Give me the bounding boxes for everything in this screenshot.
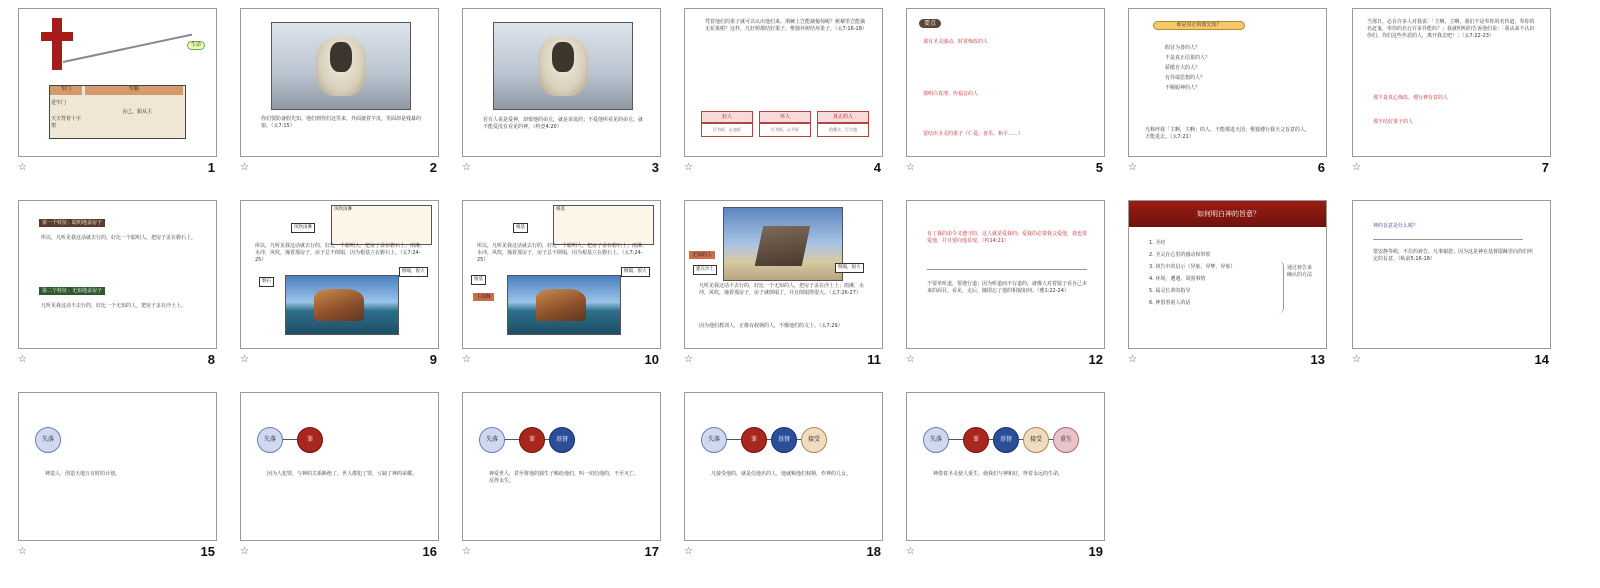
star-icon[interactable]: ☆ xyxy=(684,546,693,557)
text-2: 凡听见我这话不去行的，好比一个无知的人，把房子盖在沙土上。 xyxy=(41,303,187,309)
slide-3-canvas xyxy=(462,8,661,157)
slide-text: 若有人说是爱神，却恨他的弟兄，就是说谎的；不爱他所看见的弟兄，就不能爱没有看见的神。（约壹4:20） xyxy=(483,117,644,130)
narrow-road-line xyxy=(63,34,193,63)
slide-8-canvas xyxy=(18,200,217,349)
box-good: 好人 xyxy=(701,111,753,123)
slide-footer: 凡称呼我「主啊，主啊」的人，不能都进天国；惟独遵行我天父旨意的人，才能进去。（太7:21） xyxy=(1145,127,1311,140)
callout-sand: 建在沙土 xyxy=(693,265,717,275)
slide-title: 谁是真正的假先知？ xyxy=(1153,21,1245,30)
slide-thumbnail-1[interactable] xyxy=(18,8,217,176)
slide-4-canvas xyxy=(684,8,883,157)
point-2: 那明白真理、传福音的人 xyxy=(923,91,979,97)
slide-number: 13 xyxy=(1310,352,1325,367)
slide-text: 神造人，创造天地万有时的计划。 xyxy=(45,471,121,477)
cross-bar xyxy=(41,32,73,41)
slide-thumbnail-12[interactable] xyxy=(906,200,1105,368)
text-1: 所以，凡听见我这话就去行的，好比一个聪明人，把房子盖在磐石上。 xyxy=(41,235,197,241)
box-bad: 坏人 xyxy=(759,111,811,123)
point-1: 那不是真心悔改、遵行神旨意的人 xyxy=(1373,95,1449,101)
slide-number: 8 xyxy=(207,352,215,367)
point-1: 那有圣灵感动、时常悔改的人 xyxy=(923,39,989,45)
slide-thumbnail-7[interactable] xyxy=(1352,8,1551,176)
answer-text: 要安静等候，不住的祷告，凡事谢恩；因为这是神在基督耶稣里向你们所定的旨意。（帖前5:16-18） xyxy=(1373,249,1534,262)
slide-15-canvas xyxy=(18,392,217,541)
slide-17-canvas xyxy=(462,392,661,541)
callout-wind: 根基 xyxy=(513,223,528,233)
node-lost: 失落 xyxy=(479,427,505,453)
list-item: 骄傲自大的人？ xyxy=(1165,65,1201,71)
star-icon[interactable]: ☆ xyxy=(1352,354,1361,365)
slide-thumbnail-15[interactable] xyxy=(18,392,217,560)
list-item: 5. 属灵长辈的指导 xyxy=(1149,288,1191,294)
slide-1-canvas xyxy=(18,8,217,157)
slide-text: 因为人犯罪，与神的关系断绝了，世人都犯了罪，亏缺了神的荣耀。 xyxy=(267,471,418,477)
star-icon[interactable]: ☆ xyxy=(18,162,27,173)
slide-thumbnail-2[interactable] xyxy=(240,8,439,176)
method-list xyxy=(1149,237,1279,309)
star-icon[interactable]: ☆ xyxy=(240,354,249,365)
point-3: 要结出圣灵的果子（仁爱、喜乐、和平……） xyxy=(923,131,1024,137)
callout-box: 根基 xyxy=(553,205,654,245)
callout-foundation: 根基 xyxy=(471,275,486,285)
star-icon[interactable]: ☆ xyxy=(18,546,27,557)
point-2: 那不结好果子的人 xyxy=(1373,119,1414,125)
text-2: 不要单听道，要遵行道；因为听道而不行道的，就像人对着镜子看自己本来的面目，看见，走后，随即忘了他的相貌如何。（雅1:22-24） xyxy=(927,281,1088,294)
list-item: 不是真正信靠的人？ xyxy=(1165,55,1211,61)
slide-thumbnail-14[interactable] xyxy=(1352,200,1551,368)
callout-wind: 风吹雨淋 xyxy=(291,223,315,233)
node-sin: 罪 xyxy=(963,427,989,453)
house-photo xyxy=(723,207,843,281)
tag-fool: 无知的人 xyxy=(689,251,715,259)
slide-14-canvas xyxy=(1352,200,1551,349)
box-true: 真正的人 xyxy=(817,111,869,123)
slide-number: 3 xyxy=(651,160,659,175)
list-item: 4. 环境、遭遇、周围事情 xyxy=(1149,276,1206,282)
node-christ: 基督 xyxy=(549,427,575,453)
cross-icon xyxy=(52,18,62,70)
list-item: 假冒为善的人？ xyxy=(1165,45,1201,51)
node-christ: 基督 xyxy=(771,427,797,453)
star-icon[interactable]: ☆ xyxy=(906,162,915,173)
slide-16-canvas xyxy=(240,392,439,541)
list-item: 6. 神借着别人的话 xyxy=(1149,300,1191,306)
slide-thumbnail-10[interactable] xyxy=(462,200,661,368)
slide-thumbnail-6[interactable] xyxy=(1128,8,1327,176)
slide-text: 凡听见我这话不去行的，好比一个无知的人，把房子盖在沙土上；雨淋，水冲，风吹，撞着那房子，房子就倒塌了，并且倒塌得很大。（太7:26-27） xyxy=(699,283,865,296)
star-icon[interactable]: ☆ xyxy=(1128,354,1137,365)
slide-text: 你们要防备假先知。他们到你们这里来，外面披着羊皮，里面却是残暴的狼。（太7:15） xyxy=(261,116,422,129)
slide-13-canvas xyxy=(1128,200,1327,349)
text-1: 有了我的命令又遵守的，这人就是爱我的；爱我的必蒙我父爱他，我也要爱他，并且要向他显现。（约14:21） xyxy=(927,231,1088,244)
brace-icon xyxy=(1279,261,1284,313)
node-sin: 罪 xyxy=(297,427,323,453)
slide-5-canvas xyxy=(906,8,1105,157)
slide-12-canvas xyxy=(906,200,1105,349)
slide-number: 12 xyxy=(1088,352,1103,367)
cell-b: 窄路 xyxy=(85,86,183,95)
node-christ: 基督 xyxy=(993,427,1019,453)
node-accept: 接受 xyxy=(801,427,827,453)
divider xyxy=(927,269,1087,270)
node-sin: 罪 xyxy=(741,427,767,453)
node-rebirth: 重生 xyxy=(1053,427,1079,453)
rock-photo xyxy=(285,275,399,335)
slide-thumbnail-18[interactable] xyxy=(684,392,883,560)
callout-collapse: 倒塌，很大 xyxy=(621,267,650,277)
sheep-photo xyxy=(493,22,633,110)
slide-18-canvas xyxy=(684,392,883,541)
callout-box: 风吹雨淋 xyxy=(331,205,432,245)
slide-number: 17 xyxy=(644,544,659,559)
slide-text: 神借着圣灵使人重生，使我们与神和好，得着永远的生命。 xyxy=(933,471,1064,477)
slide-7-canvas xyxy=(1352,8,1551,157)
slide-number: 10 xyxy=(644,352,659,367)
brace-label: 通过祷告来确认的方法 xyxy=(1287,265,1313,278)
node-lost: 失落 xyxy=(923,427,949,453)
node-lost: 失落 xyxy=(257,427,283,453)
slide-thumbnail-4[interactable] xyxy=(684,8,883,176)
list-item: 2. 圣灵在心里的感动和带领 xyxy=(1149,252,1211,258)
slide-9-canvas xyxy=(240,200,439,349)
slide-thumbnail-11[interactable] xyxy=(684,200,883,368)
slide-text-2: 因为他们教训人，正像有权柄的人，不像他们的文士。（太7:29） xyxy=(699,323,843,329)
callout-collapse: 倒塌，很大 xyxy=(399,267,428,277)
cell-f: 天天背着十字架 xyxy=(51,116,82,129)
heading-1: 第一个特征：聪明地盖房子 xyxy=(39,219,105,227)
slide-number: 15 xyxy=(200,544,215,559)
slide-text: 凡接受他的，就是信他名的人，他就赐他们权柄，作神的儿女。 xyxy=(711,471,852,477)
star-icon[interactable]: ☆ xyxy=(462,546,471,557)
list-item: 1. 圣经 xyxy=(1149,240,1166,246)
question-text: 神的旨意是什么呢？ xyxy=(1373,223,1419,229)
star-icon[interactable]: ☆ xyxy=(1352,162,1361,173)
slide-2-canvas xyxy=(240,8,439,157)
node-sin: 罪 xyxy=(519,427,545,453)
cell-d: 进窄门 xyxy=(51,100,67,106)
slide-thumbnail-9[interactable] xyxy=(240,200,439,368)
star-icon[interactable]: ☆ xyxy=(18,354,27,365)
slide-number: 5 xyxy=(1095,160,1103,175)
slide-number: 9 xyxy=(429,352,437,367)
rock-photo xyxy=(507,275,621,335)
slide-number: 4 xyxy=(873,160,881,175)
slide-thumbnail-16[interactable] xyxy=(240,392,439,560)
slide-6-canvas xyxy=(1128,8,1327,157)
slide-number: 6 xyxy=(1317,160,1325,175)
cell-a: 窄门 xyxy=(50,86,82,95)
slide-number: 11 xyxy=(867,352,881,367)
node-accept: 接受 xyxy=(1023,427,1049,453)
slide-thumbnail-17[interactable] xyxy=(462,392,661,560)
slide-number: 16 xyxy=(422,544,437,559)
list-item: 3. 祷告中的启示（异象、异梦、异象） xyxy=(1149,264,1236,270)
slide-thumbnail-8[interactable] xyxy=(18,200,217,368)
star-icon[interactable]: ☆ xyxy=(906,354,915,365)
slide-text: 所以，凡听见我这话就去行的，好比一个聪明人，把房子盖在磐石上；雨淋，水冲，风吹，撞着那房子，房子总不倒塌，因为根基立在磐石上。（太7:24-25） xyxy=(477,243,648,263)
star-icon[interactable]: ☆ xyxy=(684,354,693,365)
slide-number: 19 xyxy=(1088,544,1103,559)
sub-bad: 行为好，心不好 xyxy=(759,123,811,137)
cell-g: 舍己，跟从主 xyxy=(121,109,152,115)
list-item: 有异端思想的人？ xyxy=(1165,75,1206,81)
star-icon[interactable]: ☆ xyxy=(240,546,249,557)
slide-number: 14 xyxy=(1534,352,1549,367)
slide-11-canvas xyxy=(684,200,883,349)
slide-number: 7 xyxy=(1541,160,1549,175)
tag-lord: 主耶稣 xyxy=(473,293,494,301)
life-label: 生命 xyxy=(187,41,205,50)
slide-title: 如何明白神的旨意？ xyxy=(1129,201,1327,227)
star-icon[interactable]: ☆ xyxy=(240,162,249,173)
divider xyxy=(1373,239,1523,240)
slide-text: 凭着他们的果子就可以认出他们来。荆棘上岂能摘葡萄呢？蒺藜里岂能摘无花果呢？这样，凡好树都结好果子，惟独坏树结坏果子。（太7:16-18） xyxy=(705,19,867,32)
slide-number: 18 xyxy=(866,544,881,559)
heading-2: 第二个特征：无知地盖房子 xyxy=(39,287,105,295)
slide-number: 2 xyxy=(429,160,437,175)
star-icon[interactable]: ☆ xyxy=(684,162,693,173)
slide-19-canvas xyxy=(906,392,1105,541)
sub-true: 信靠主，行主道 xyxy=(817,123,869,137)
slide-text: 当那日，必有许多人对我说：「主啊，主啊，我们不是奉你的名传道，奉你的名赶鬼，奉你的名行许多异能吗？」我就明明的告诉他们说：「我从来不认识你们，你们这些作恶的人，离开我去吧！」（太7:22-23） xyxy=(1367,19,1535,39)
node-lost: 失落 xyxy=(701,427,727,453)
list-item: 不顺服神的人？ xyxy=(1165,85,1201,91)
slide-thumbnail-3[interactable] xyxy=(462,8,661,176)
node-lost: 失落 xyxy=(35,427,61,453)
slide-thumbnail-13[interactable] xyxy=(1128,200,1327,368)
callout-rock: 磐石 xyxy=(259,277,274,287)
slide-text: 所以，凡听见我这话就去行的，好比一个聪明人，把房子盖在磐石上；雨淋，水冲，风吹，撞着那房子，房子总不倒塌，因为根基立在磐石上。（太7:24-25） xyxy=(255,243,426,263)
slide-thumbnail-19[interactable] xyxy=(906,392,1105,560)
slide-10-canvas xyxy=(462,200,661,349)
star-icon[interactable]: ☆ xyxy=(1128,162,1137,173)
slide-thumbnail-5[interactable] xyxy=(906,8,1105,176)
star-icon[interactable]: ☆ xyxy=(462,162,471,173)
sheep-photo xyxy=(271,22,411,110)
star-icon[interactable]: ☆ xyxy=(906,546,915,557)
callout-collapse: 倒塌，很大 xyxy=(835,263,864,273)
heading-badge: 要点 xyxy=(919,19,941,28)
slide-text: 神爱世人，甚至将他的独生子赐给他们，叫一切信他的，不至灭亡，反得永生。 xyxy=(489,471,640,484)
star-icon[interactable]: ☆ xyxy=(462,354,471,365)
slide-number: 1 xyxy=(207,160,215,175)
sub-good: 行为好，心也好 xyxy=(701,123,753,137)
question-list xyxy=(1165,43,1315,93)
